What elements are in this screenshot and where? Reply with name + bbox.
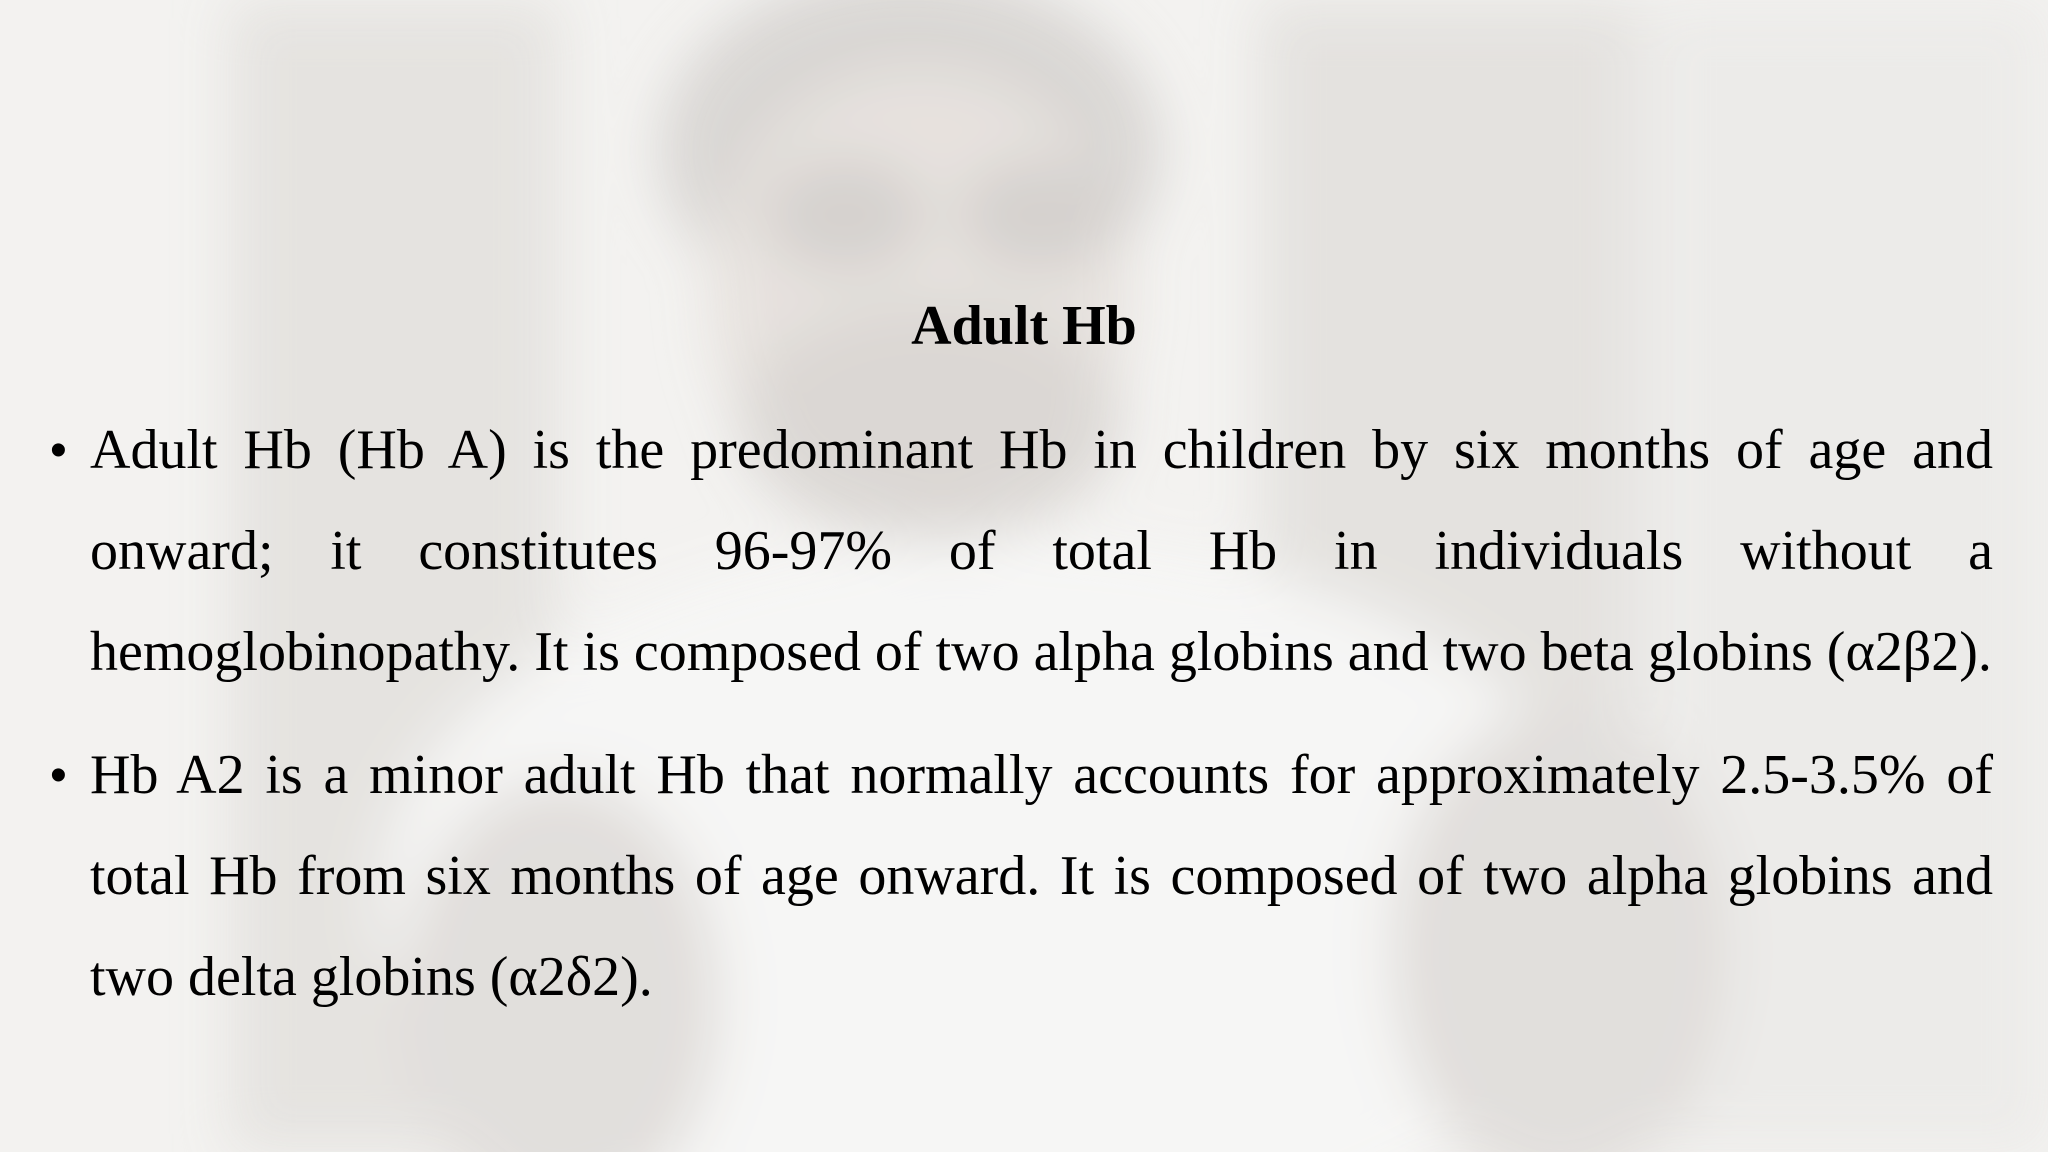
bullet-text: Hb A2 is a minor adult Hb that normally accounts for approximately 2.5-3.5% of total Hb from six months of age onward. It is composed of two alpha globins and two delta globins (α2δ2). [90, 744, 1993, 1008]
bullet-text: Adult Hb (Hb A) is the predominant Hb in children by six months of age and onward; it constitutes 96-97% of total Hb in individuals without a hemoglobinopathy. It is composed of two alpha globins and two beta globins (α2β2). [90, 419, 1993, 683]
bullet-item-adult-hb [50, 400, 1993, 703]
bullet-marker: • [50, 424, 67, 477]
bullet-list [50, 400, 1993, 1050]
bullet-item-hb-a2 [50, 725, 1993, 1028]
bullet-marker: • [50, 749, 67, 802]
slide-title: Adult Hb [911, 295, 1137, 357]
